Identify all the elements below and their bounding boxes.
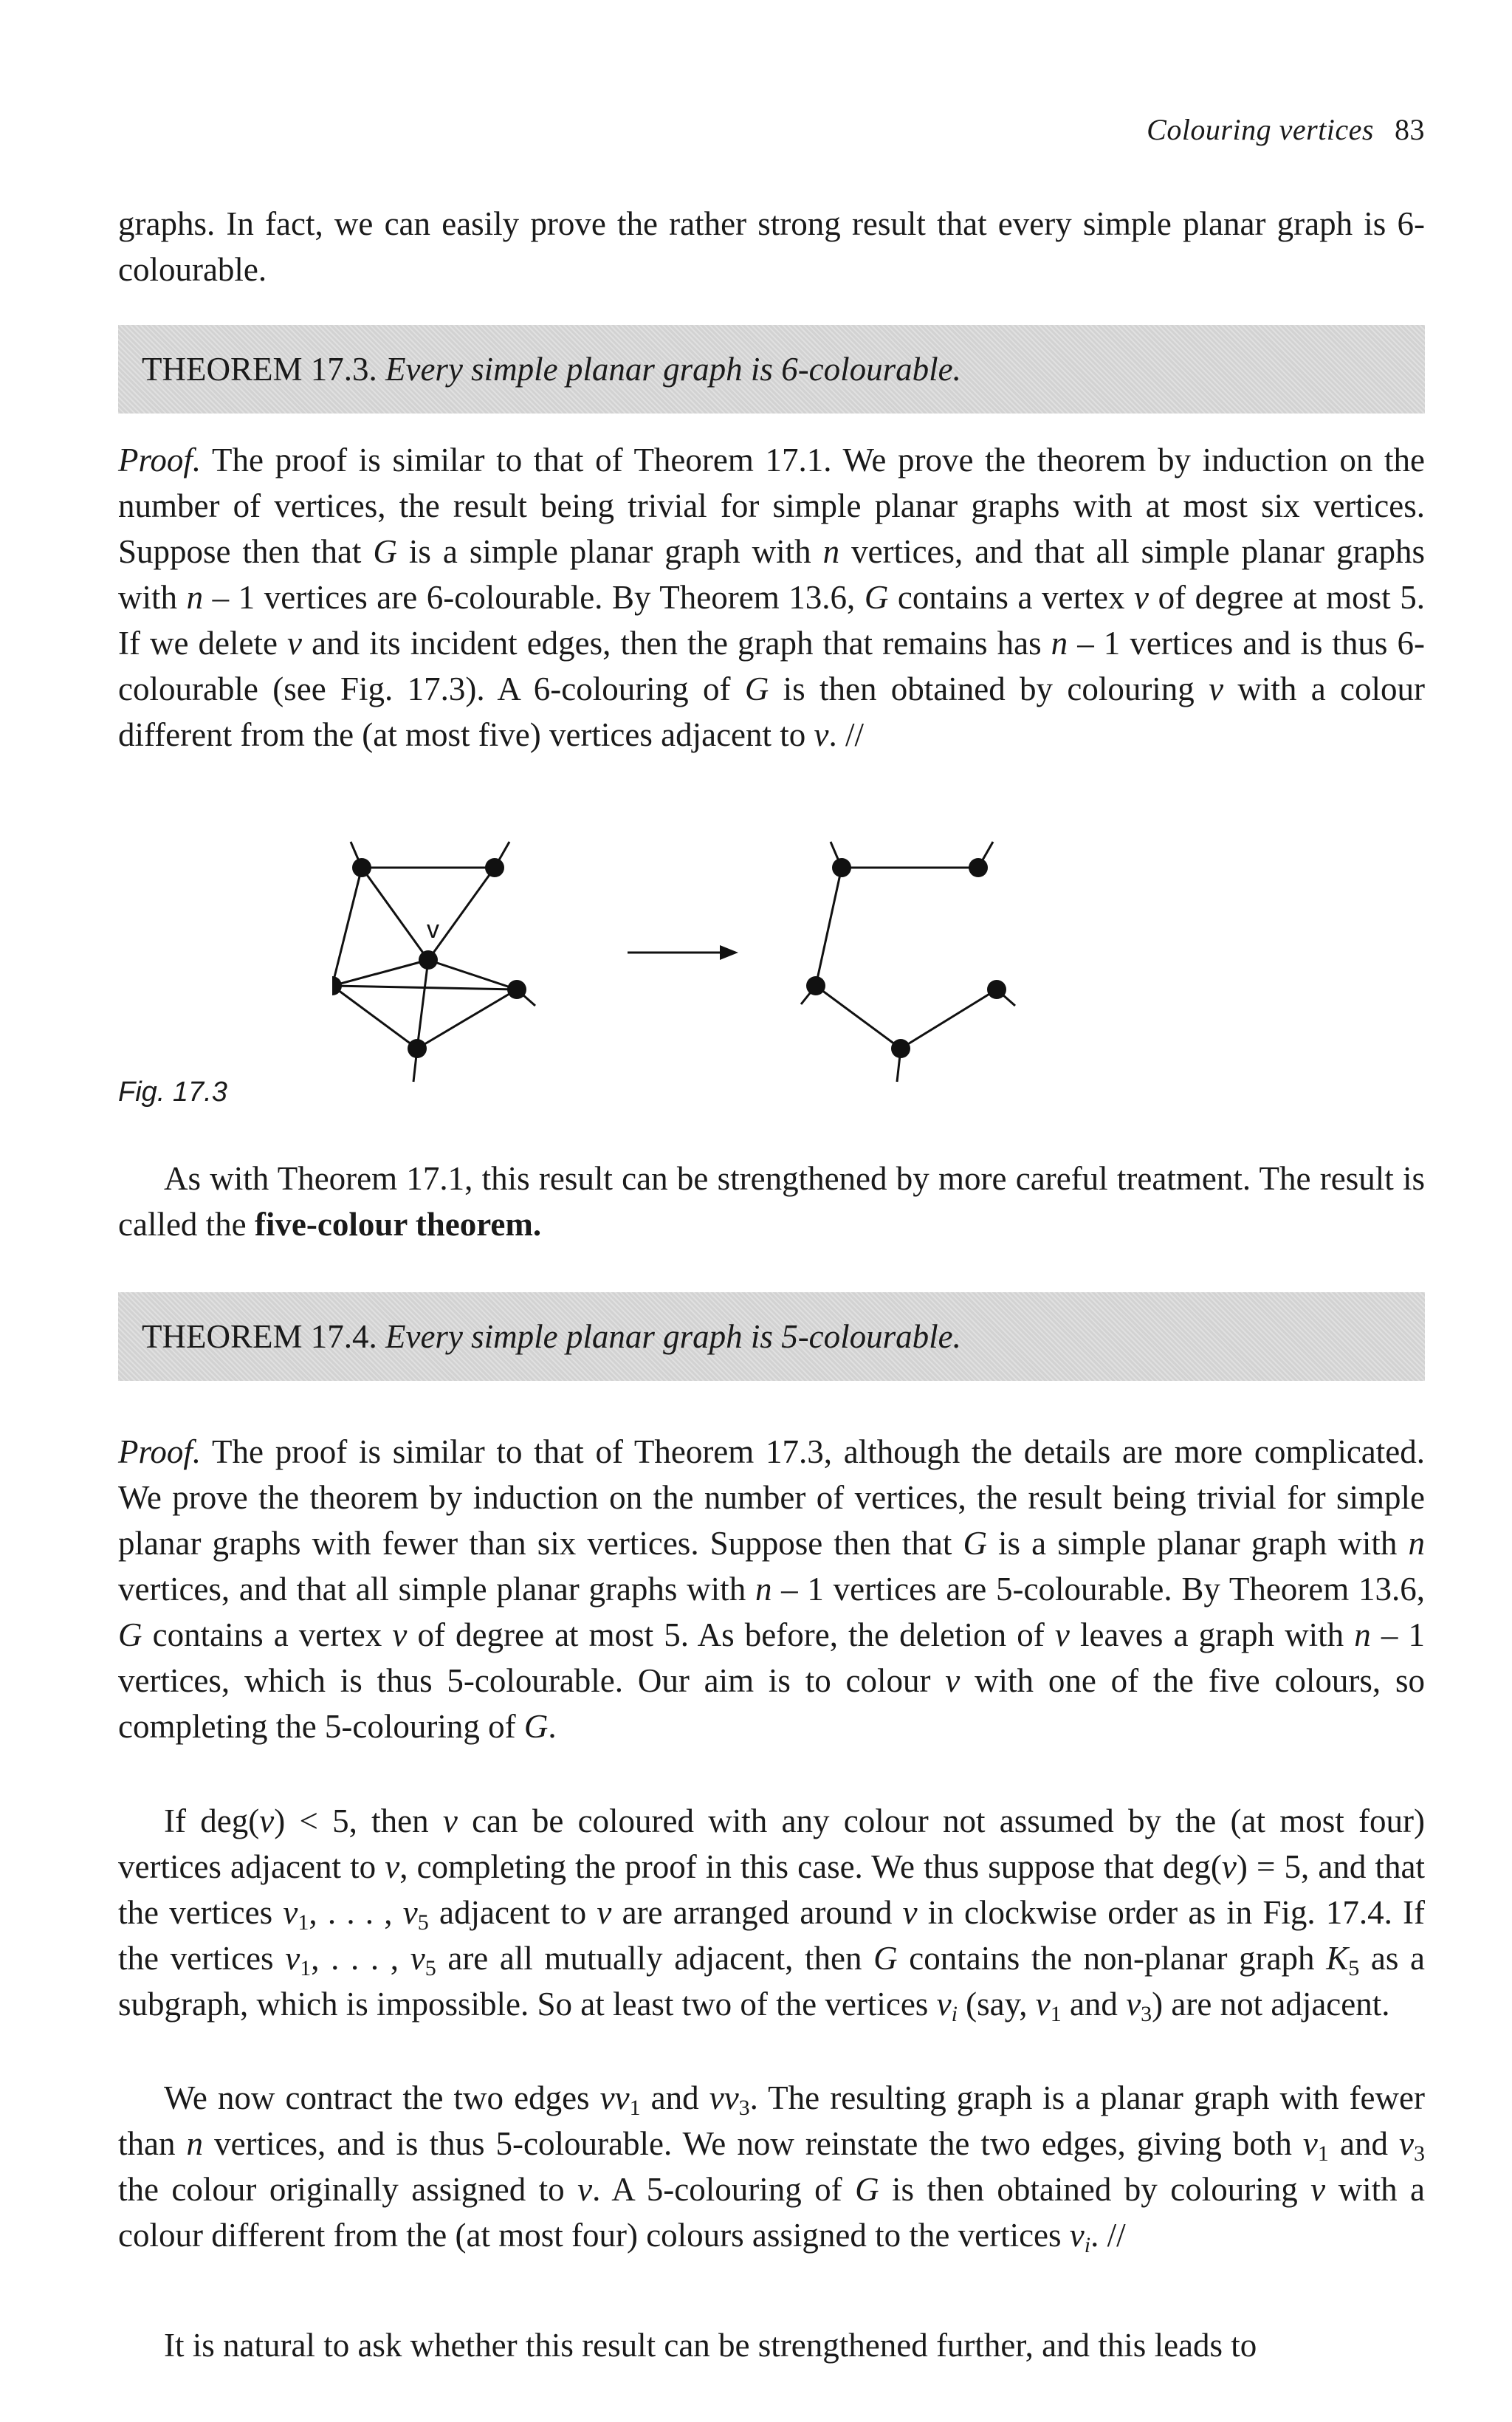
- vertex: [969, 858, 988, 877]
- proof-text: The proof is similar to that of Theorem 17.3, although the details are more complicated. We prove the theorem by induction on the number of vertices, the result being trivial for simple planar graphs with fewer than six vertices. Suppose then that: [118, 1433, 1425, 1562]
- subscript: 1: [629, 2096, 641, 2120]
- proof-text: is a simple planar graph with: [986, 1525, 1409, 1562]
- proof-text: as a subgraph, which is impossible. So at least two of the vertices: [118, 1940, 1425, 2023]
- proof-text: contains a vertex: [142, 1616, 393, 1653]
- proof-text: with one of the five colours, so completing the 5-colouring of: [118, 1662, 1425, 1745]
- subscript: 5: [417, 1910, 429, 1935]
- proof-text: . A 5-colouring of: [592, 2171, 856, 2208]
- vertex: [806, 976, 825, 995]
- proof-text: vertices, and is thus 5-colourable. We now reinstate the two edges, giving both: [203, 2125, 1303, 2162]
- math-var: n: [186, 2125, 204, 2162]
- proof-text: is then obtained by colouring: [879, 2171, 1311, 2208]
- proof-text: , . . . ,: [311, 1940, 410, 1977]
- closing-paragraph: It is natural to ask whether this result can be strengthened further, and this leads to: [164, 2327, 1257, 2364]
- theorem-17-4: [142, 1317, 961, 1356]
- bold-term: five-colour theorem.: [254, 1206, 542, 1243]
- edge: [901, 989, 997, 1049]
- proof-text: , . . . ,: [309, 1894, 403, 1931]
- vertex: [485, 858, 504, 877]
- proof-text: with a colour different from the (at most five) vertices adjacent to: [118, 670, 1425, 753]
- strengthen-paragraph: [118, 1156, 1425, 1247]
- math-var: v: [410, 1940, 425, 1977]
- intro-paragraph: graphs. In fact, we can easily prove the rather strong result that every simple planar graph is 6-colourable.: [118, 205, 1425, 288]
- math-var: v: [1069, 2217, 1085, 2254]
- proof-text: with a colour different from the (at most four) colours assigned to the vertices: [118, 2171, 1426, 2254]
- math-var: G: [373, 533, 397, 570]
- proof-text: ) are not adjacent.: [1152, 1986, 1390, 2023]
- vertex: [352, 858, 371, 877]
- proof-text: If deg(: [164, 1802, 260, 1839]
- math-var: v: [902, 1894, 918, 1931]
- proof-text: are arranged around: [611, 1894, 903, 1931]
- math-var: G: [873, 1940, 898, 1977]
- proof-text: .: [548, 1708, 557, 1745]
- subscript: 1: [1317, 2141, 1329, 2166]
- vertex-label-v: v: [427, 916, 439, 944]
- proof-17-4-paragraph-3: [118, 2075, 1425, 2258]
- proof-text: and: [1061, 1986, 1127, 2023]
- math-var: n: [186, 579, 204, 616]
- subscript: i: [1084, 2233, 1091, 2257]
- edge: [332, 960, 428, 986]
- proof-text: in clockwise order as in Fig. 17.4. If the vertices: [118, 1894, 1426, 1977]
- proof-text: and: [640, 2079, 709, 2116]
- subscript: i: [951, 2002, 958, 2026]
- math-var: G: [744, 670, 769, 707]
- proof-text: the colour originally assigned to: [118, 2171, 578, 2208]
- proof-text: ) = 5, and that the vertices: [118, 1848, 1425, 1931]
- math-var: n: [1051, 625, 1068, 662]
- proof-text: is then obtained by colouring: [769, 670, 1209, 707]
- proof-label: Proof.: [118, 442, 202, 478]
- proof-text: of degree at most 5. As before, the deletion of: [407, 1616, 1055, 1653]
- proof-text: ) < 5, then: [274, 1802, 443, 1839]
- running-head: [1147, 112, 1425, 147]
- subscript: 1: [300, 1956, 312, 1980]
- math-var: G: [963, 1525, 987, 1562]
- proof-17-4-paragraph-1: [118, 1429, 1425, 1749]
- proof-text: and its incident edges, then the graph that remains has: [302, 625, 1051, 662]
- subscript: 3: [738, 2096, 750, 2120]
- proof-17-4-paragraph-2: [118, 1798, 1425, 2027]
- math-var: v: [442, 1802, 458, 1839]
- subscript: 5: [1348, 1956, 1360, 1980]
- proof-17-3-paragraph: [118, 437, 1425, 758]
- math-var: n: [755, 1571, 772, 1608]
- proof-text: . //: [1090, 2217, 1126, 2254]
- theorem-17-3-box: [118, 325, 1425, 414]
- proof-label: Proof.: [118, 1433, 202, 1470]
- proof-text: – 1 vertices are 6-colourable. By Theorem 13.6,: [203, 579, 865, 616]
- proof-text: vertices, and that all simple planar graphs with: [118, 533, 1425, 616]
- proof-text: . //: [828, 716, 865, 753]
- subscript: 3: [1141, 2002, 1152, 2026]
- math-var: v: [385, 1848, 400, 1885]
- proof-text: (say,: [957, 1986, 1036, 2023]
- proof-text: adjacent to: [428, 1894, 597, 1931]
- proof-text: contains the non-planar graph: [897, 1940, 1327, 1977]
- subscript: 1: [298, 1910, 309, 1935]
- math-var: vv: [599, 2079, 630, 2116]
- edge: [428, 868, 495, 960]
- proof-text: – 1 vertices, which is thus 5-colourable. Our aim is to colour: [118, 1616, 1426, 1699]
- edge: [332, 986, 417, 1049]
- subscript: 5: [425, 1956, 436, 1980]
- math-var: n: [822, 533, 840, 570]
- math-var: v: [945, 1662, 961, 1699]
- vertex: [891, 1039, 910, 1058]
- math-var: v: [1054, 1616, 1070, 1653]
- math-var: v: [814, 716, 829, 753]
- page-number: 83: [1395, 113, 1425, 146]
- theorem-17-3-statement: Every simple planar graph is 6-colourable.: [385, 351, 961, 388]
- math-var: v: [1221, 1848, 1237, 1885]
- proof-text: contains a vertex: [888, 579, 1135, 616]
- math-var: v: [1399, 2125, 1414, 2162]
- edge: [816, 868, 842, 986]
- paragraph-text: As with Theorem 17.1, this result can be strengthened by more careful treatment. The result is called the: [118, 1160, 1425, 1243]
- math-var: v: [402, 1894, 418, 1931]
- proof-text: . The resulting graph is a planar graph with fewer than: [118, 2079, 1425, 2162]
- edge: [417, 960, 428, 1049]
- vertex: [507, 980, 526, 999]
- proof-text: We now contract the two edges: [164, 2079, 600, 2116]
- math-var: n: [1354, 1616, 1371, 1653]
- edge: [362, 868, 428, 960]
- theorem-17-3: [142, 350, 961, 388]
- edge: [332, 868, 362, 986]
- proof-text: are all mutually adjacent, then: [436, 1940, 874, 1977]
- math-var: G: [523, 1708, 549, 1745]
- subscript: 3: [1414, 2141, 1425, 2166]
- math-var: v: [1134, 579, 1150, 616]
- proof-text: – 1 vertices and is thus 6-colourable (see Fig. 17.3). A 6-colouring of: [118, 625, 1425, 707]
- math-var: v: [1310, 2171, 1326, 2208]
- math-var: v: [1126, 1986, 1141, 2023]
- math-var: vv: [709, 2079, 739, 2116]
- arrow-icon: [628, 945, 738, 960]
- vertex: [987, 980, 1006, 999]
- math-var: n: [1408, 1525, 1425, 1562]
- vertex-v: [419, 950, 438, 970]
- edge: [428, 960, 517, 989]
- vertex: [408, 1039, 427, 1058]
- running-title: Colouring vertices: [1147, 113, 1374, 146]
- proof-text: can be coloured with any colour not assumed by the (at most four) vertices adjacent to: [118, 1802, 1425, 1885]
- proof-text: of degree at most 5. If we delete: [118, 579, 1426, 662]
- proof-text: vertices, and that all simple planar graphs with: [118, 1571, 755, 1608]
- figure-17-3: [332, 812, 1292, 1100]
- book-page: [118, 0, 1425, 2422]
- math-var: v: [287, 625, 303, 662]
- proof-text: leaves a graph with: [1069, 1616, 1355, 1653]
- theorem-17-4-box: [118, 1292, 1425, 1381]
- math-var: v: [392, 1616, 408, 1653]
- math-var: v: [597, 1894, 612, 1931]
- math-var: K: [1326, 1940, 1349, 1977]
- edge: [417, 989, 517, 1049]
- theorem-17-4-label: THEOREM 17.4.: [142, 1318, 377, 1355]
- figure-caption: Fig. 17.3: [118, 1077, 227, 1108]
- proof-text: is a simple planar graph with: [396, 533, 823, 570]
- math-var: v: [577, 2171, 593, 2208]
- math-var: v: [285, 1940, 300, 1977]
- proof-text: – 1 vertices are 5-colourable. By Theorem 13.6,: [772, 1571, 1425, 1608]
- math-var: G: [118, 1616, 142, 1653]
- left-graph-vertices: [332, 858, 526, 1058]
- proof-text: , completing the proof in this case. We thus suppose that deg(: [399, 1848, 1222, 1885]
- theorem-17-4-statement: Every simple planar graph is 5-colourable.: [385, 1318, 961, 1355]
- math-var: v: [1035, 1986, 1051, 2023]
- vertex: [832, 858, 851, 877]
- math-var: v: [936, 1986, 952, 2023]
- theorem-17-3-label: THEOREM 17.3.: [142, 351, 377, 388]
- math-var: v: [1209, 670, 1224, 707]
- math-var: v: [259, 1802, 275, 1839]
- proof-text: and: [1328, 2125, 1400, 2162]
- math-var: v: [1302, 2125, 1318, 2162]
- subscript: 1: [1050, 2002, 1062, 2026]
- math-var: G: [864, 579, 889, 616]
- edge: [816, 986, 901, 1049]
- math-var: v: [283, 1894, 298, 1931]
- proof-text: The proof is similar to that of Theorem 17.1. We prove the theorem by induction on the number of vertices, the result being trivial for simple planar graphs with at most six vertices. Suppose then that: [118, 442, 1425, 570]
- math-var: G: [855, 2171, 879, 2208]
